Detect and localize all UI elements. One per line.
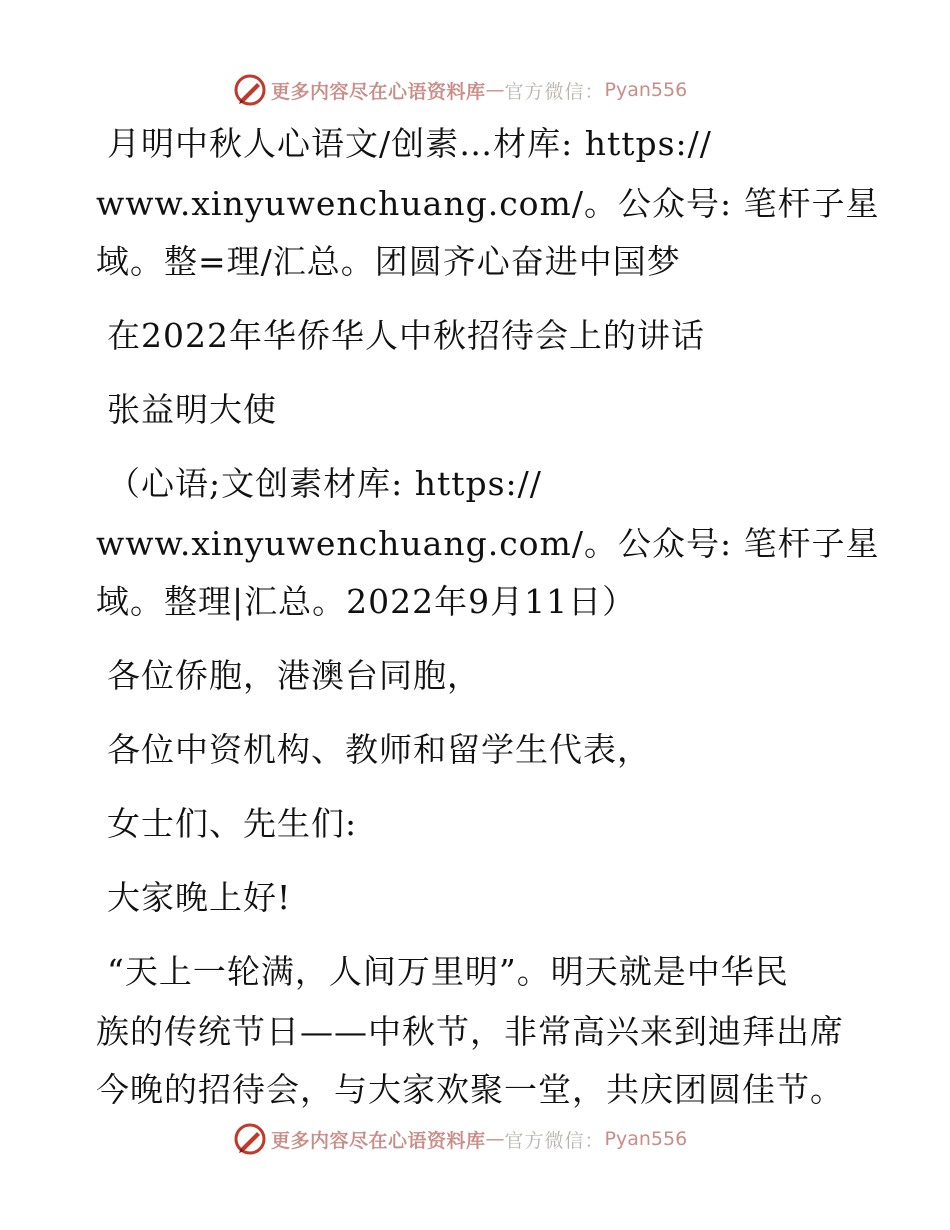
watermark-text: 更多内容尽在心语资料库 xyxy=(271,80,486,103)
paragraph-line-2: 族的传统节日——中秋节，非常高兴来到迪拜出席 xyxy=(96,1012,844,1051)
watermark-banner-bottom xyxy=(233,1121,687,1157)
text-line-3: 域。整=理/汇总。团圆齐心奋进中国梦 xyxy=(96,242,681,281)
document-title: 在2022年华侨华人中秋招待会上的讲话 xyxy=(107,316,705,355)
salutation-line-1: 各位侨胞，港澳台同胞， xyxy=(107,656,481,695)
watermark-label: 官方微信： xyxy=(504,80,605,103)
text-line-8: 域。整理|汇总。2022年9月11日） xyxy=(96,582,637,621)
text-line-2: www.xinyuwenchuang.com/。公众号: 笔杆子星 xyxy=(96,184,880,223)
paragraph-line-3: 今晚的招待会，与大家欢聚一堂，共庆团圆佳节。 xyxy=(96,1070,844,1109)
pen-logo-icon xyxy=(233,1122,267,1156)
watermark-dash: — xyxy=(485,1128,505,1150)
watermark-label: 官方微信： xyxy=(504,1129,605,1152)
text-line-6: （心语;文创素材库: https:// xyxy=(107,464,542,503)
paragraph-line-1: “天上一轮满，人间万里明”。明天就是中华民 xyxy=(107,952,789,991)
watermark-dash: — xyxy=(485,79,505,101)
document-author: 张益明大使 xyxy=(107,390,277,429)
text-line-1: 月明中秋人心语文/创素…材库: https:// xyxy=(107,124,712,163)
salutation-line-2: 各位中资机构、教师和留学生代表， xyxy=(107,730,651,769)
salutation-line-3: 女士们、先生们: xyxy=(107,804,358,843)
watermark-id: Pyan556 xyxy=(604,79,688,101)
text-line-7: www.xinyuwenchuang.com/。公众号: 笔杆子星 xyxy=(96,524,880,563)
watermark-banner-top xyxy=(233,72,687,108)
watermark-text: 更多内容尽在心语资料库 xyxy=(271,1129,486,1152)
watermark-id: Pyan556 xyxy=(604,1128,688,1150)
greeting-line: 大家晚上好! xyxy=(107,878,292,917)
pen-logo-icon xyxy=(233,73,267,107)
